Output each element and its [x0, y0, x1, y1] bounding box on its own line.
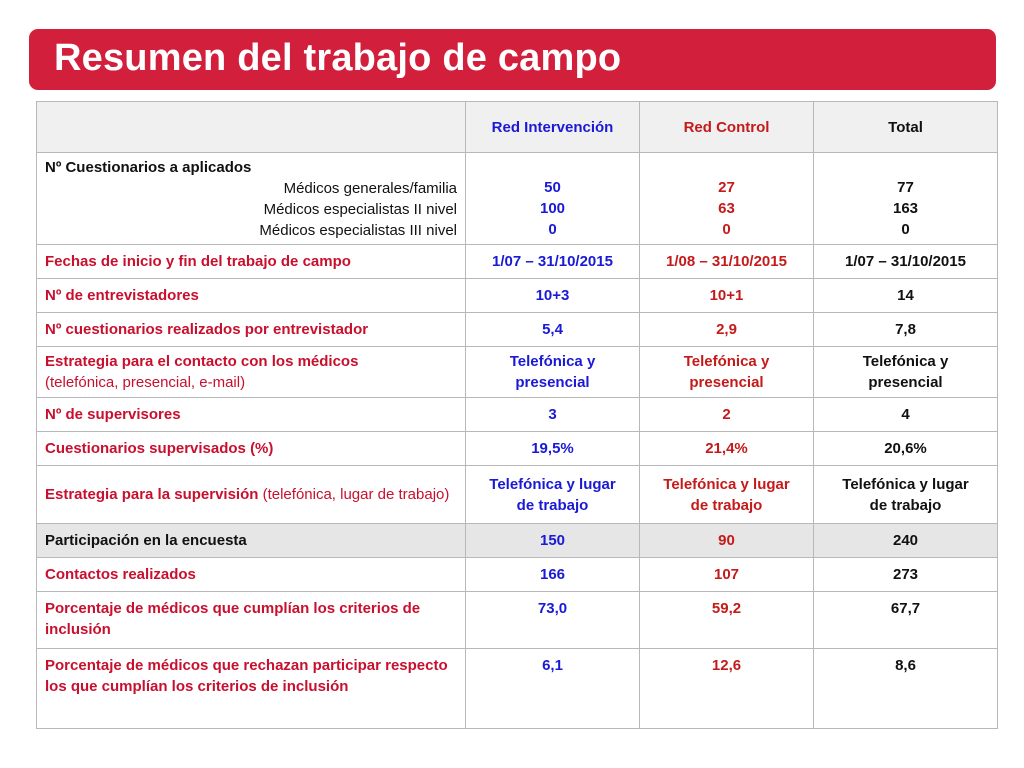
row-label-contactos: Contactos realizados [37, 558, 466, 592]
cuestionarios-tot-1: 77 [897, 179, 914, 196]
estrategia-supervision-tot-1: Telefónica y lugar [842, 475, 969, 493]
rechazan-tot: 8,6 [814, 649, 998, 729]
entrevistadores-tot: 14 [814, 279, 998, 313]
estrategia-supervision-tot [814, 466, 998, 524]
entrevistadores-int: 10+3 [466, 279, 640, 313]
cuestionarios-ctl-3: 0 [722, 221, 731, 238]
estrategia-supervision-int-2: de trabajo [516, 496, 589, 514]
estrategia-supervision-label-normal: (telefónica, lugar de trabajo) [262, 486, 450, 503]
table-row [37, 524, 998, 558]
supervisores-tot: 4 [814, 398, 998, 432]
participacion-tot: 240 [814, 524, 998, 558]
row-label-entrevistadores: Nº de entrevistadores [37, 279, 466, 313]
row-label-supervisados: Cuestionarios supervisados (%) [37, 432, 466, 466]
cuestionarios-int-1: 50 [544, 179, 561, 196]
table-row [37, 313, 998, 347]
cuestionarios-int-2: 100 [539, 200, 566, 217]
header-red-intervencion: Red Intervención [466, 102, 640, 153]
por-entrevistador-tot: 7,8 [814, 313, 998, 347]
row-label-cuestionarios [37, 153, 466, 245]
rechazan-int: 6,1 [466, 649, 640, 729]
contactos-int: 166 [466, 558, 640, 592]
cuestionarios-sub-generales: Médicos generales/familia [283, 179, 457, 197]
cuestionarios-sub-especialistas-2: Médicos especialistas II nivel [263, 200, 457, 218]
cuestionarios-label: Nº Cuestionarios a aplicados [45, 158, 252, 176]
cuestionarios-int-3: 0 [548, 221, 557, 238]
row-label-rechazan: Porcentaje de médicos que rechazan participar respecto los que cumplían los criterios de inclusión [37, 649, 466, 729]
supervisados-ctl: 21,4% [640, 432, 814, 466]
table-row [37, 466, 998, 524]
supervisados-tot: 20,6% [814, 432, 998, 466]
supervisores-ctl: 2 [640, 398, 814, 432]
cuestionarios-tot-2: 163 [892, 200, 919, 217]
cuestionarios-ctl-2: 63 [718, 200, 735, 217]
estrategia-supervision-tot-2: de trabajo [869, 496, 942, 514]
estrategia-supervision-ctl [640, 466, 814, 524]
criterios-int: 73,0 [466, 592, 640, 649]
header-row [37, 102, 998, 153]
criterios-tot: 67,7 [814, 592, 998, 649]
estrategia-contacto-ctl-2: presencial [689, 374, 764, 391]
table-row [37, 592, 998, 649]
supervisados-int: 19,5% [466, 432, 640, 466]
table-row [37, 347, 998, 398]
estrategia-contacto-ctl [640, 347, 814, 398]
row-label-por-entrevistador: Nº cuestionarios realizados por entrevistador [37, 313, 466, 347]
fieldwork-summary-table [36, 101, 998, 729]
participacion-ctl: 90 [640, 524, 814, 558]
estrategia-supervision-int-1: Telefónica y lugar [489, 475, 616, 493]
title-bar [29, 29, 996, 90]
row-label-supervisores: Nº de supervisores [37, 398, 466, 432]
estrategia-contacto-ctl-1: Telefónica y [683, 353, 770, 370]
row-label-criterios: Porcentaje de médicos que cumplían los criterios de inclusión [37, 592, 466, 649]
rechazan-ctl: 12,6 [640, 649, 814, 729]
header-blank-cell [37, 102, 466, 153]
table-row [37, 432, 998, 466]
estrategia-supervision-ctl-2: de trabajo [690, 496, 763, 514]
cuestionarios-int-cell [466, 153, 640, 245]
table-row [37, 398, 998, 432]
header-total: Total [814, 102, 998, 153]
entrevistadores-ctl: 10+1 [640, 279, 814, 313]
estrategia-contacto-label-bold: Estrategia para el contacto con los médicos [45, 353, 359, 370]
por-entrevistador-ctl: 2,9 [640, 313, 814, 347]
table-row [37, 153, 998, 245]
estrategia-contacto-int [466, 347, 640, 398]
estrategia-contacto-tot-2: presencial [868, 374, 943, 391]
estrategia-supervision-label-bold: Estrategia para la supervisión [45, 486, 259, 503]
fechas-ctl: 1/08 – 31/10/2015 [640, 245, 814, 279]
por-entrevistador-int: 5,4 [466, 313, 640, 347]
row-label-fechas: Fechas de inicio y fin del trabajo de campo [37, 245, 466, 279]
estrategia-supervision-ctl-1: Telefónica y lugar [663, 475, 790, 493]
cuestionarios-tot-3: 0 [901, 221, 910, 238]
participacion-int: 150 [466, 524, 640, 558]
supervisores-int: 3 [466, 398, 640, 432]
contactos-tot: 273 [814, 558, 998, 592]
cuestionarios-sub-especialistas-3: Médicos especialistas III nivel [259, 221, 457, 239]
contactos-ctl: 107 [640, 558, 814, 592]
estrategia-contacto-int-2: presencial [515, 374, 590, 391]
cuestionarios-ctl-1: 27 [718, 179, 735, 196]
estrategia-contacto-int-1: Telefónica y [509, 353, 596, 370]
estrategia-contacto-tot [814, 347, 998, 398]
criterios-ctl: 59,2 [640, 592, 814, 649]
table-row [37, 649, 998, 729]
table-row [37, 279, 998, 313]
cuestionarios-ctl-cell [640, 153, 814, 245]
page-title: Resumen del trabajo de campo [54, 37, 622, 79]
table-row [37, 558, 998, 592]
estrategia-contacto-label-normal: (telefónica, presencial, e-mail) [45, 374, 246, 391]
fechas-tot: 1/07 – 31/10/2015 [814, 245, 998, 279]
fechas-int: 1/07 – 31/10/2015 [466, 245, 640, 279]
table-row [37, 245, 998, 279]
header-red-control: Red Control [640, 102, 814, 153]
estrategia-supervision-int [466, 466, 640, 524]
cuestionarios-tot-cell [814, 153, 998, 245]
row-label-participacion: Participación en la encuesta [37, 524, 466, 558]
row-label-estrategia-contacto [37, 347, 466, 398]
row-label-estrategia-supervision [37, 466, 466, 524]
estrategia-contacto-tot-1: Telefónica y [862, 353, 949, 370]
